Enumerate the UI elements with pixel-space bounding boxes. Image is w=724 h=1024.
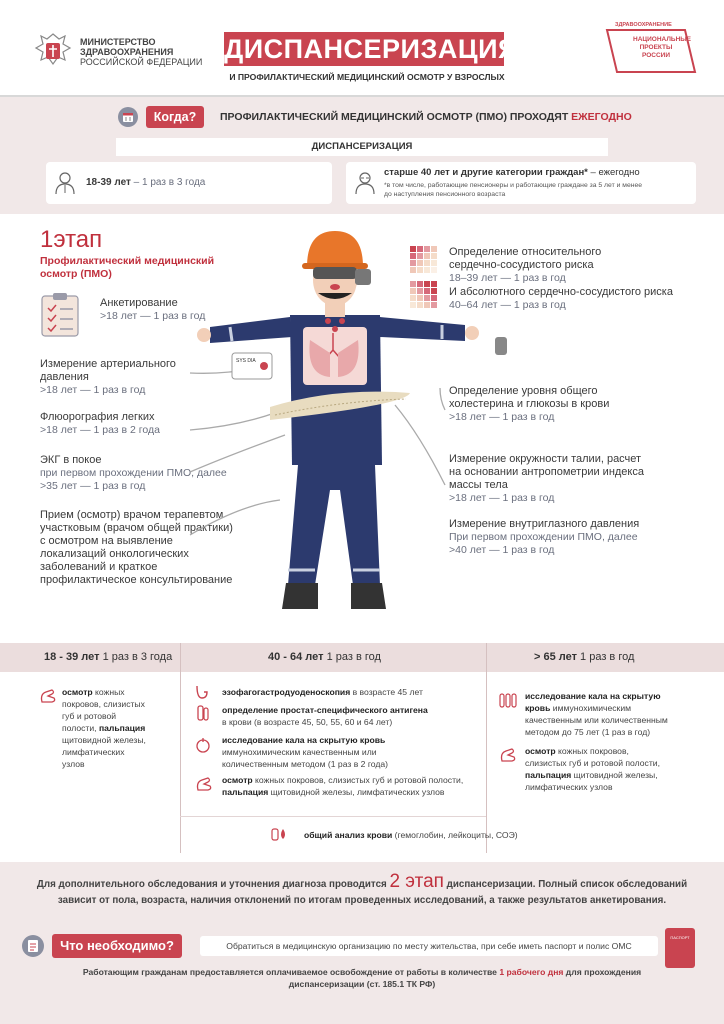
cholesterol-item: Определение уровня общего холестерина и глюкозы в крови >18 лет — 1 раз в год: [449, 385, 610, 423]
endoscope-icon: [194, 684, 210, 700]
header: [0, 0, 724, 96]
ministry-name: МИНИСТЕРСТВО ЗДРАВООХРАНЕНИЯ РОССИЙСКОЙ ФЕДЕРАЦИИ: [80, 37, 203, 67]
relative-risk-item: Определение относительного сердечно-сосудистого риска 18–39 лет — 1 раз в год: [449, 246, 602, 284]
stage1-title: 1этап: [40, 226, 103, 253]
col-18-39-header: 18 - 39 лет 1 раз в 3 года: [44, 651, 173, 663]
passport-icon: ПАСПОРТ: [665, 928, 695, 968]
document-icon: [22, 935, 44, 957]
col2-fecal-test: исследование кала на скрытую кровь иммунохимическим качественным или количественным методом (1 раз в 2 года): [222, 735, 389, 769]
blood-drop-icon: [270, 826, 288, 842]
young-person-icon: [54, 171, 76, 195]
page-title: ДИСПАНСЕРИЗАЦИЯ: [224, 34, 518, 64]
palpation-icon: [38, 686, 58, 706]
fluorography-item: Флюорография легких >18 лет — 1 раз в 2 года: [40, 411, 160, 436]
survey-item: Анкетирование >18 лет — 1 раз в год: [100, 297, 206, 322]
what-needed-label: Что необходимо?: [52, 934, 182, 958]
lab-sample-icon: [194, 736, 212, 754]
worker-figure: [170, 225, 520, 615]
pmo-title: Профилактический медицинский осмотр (ПМО): [40, 255, 215, 280]
absolute-risk-item: И абсолютного сердечно-сосудистого риска 40–64 лет — 1 раз в год: [449, 286, 673, 311]
elder-person-icon: [354, 171, 376, 195]
test-tubes-icon: [498, 690, 518, 710]
test-tube-icon: [194, 704, 210, 722]
col2-egds: эзофагогастродуоденоскопия в возрасте 45 лет: [222, 687, 423, 697]
palpation-icon-2: [194, 774, 214, 794]
col2-blood-test: общий анализ крови (гемоглобин, лейкоциты, СОЭ): [304, 830, 518, 840]
clipboard-icon: [40, 292, 80, 338]
table-divider-1: [180, 643, 181, 853]
stage2-text: Для дополнительного обследования и уточнения диагноза проводится 2 этап диспансеризации. Полный список обследований зависит от пола, возраста, наличия отклонений по итогам проведенных исследований, а также результатов анкетирования.: [36, 871, 688, 906]
when-text: ПРОФИЛАКТИЧЕСКИЙ МЕДИЦИНСКИЙ ОСМОТР (ПМО) ПРОХОДЯТ ЕЖЕГОДНО: [220, 111, 632, 123]
page-subtitle: И ПРОФИЛАКТИЧЕСКИЙ МЕДИЦИНСКИЙ ОСМОТР У ВЗРОСЛЫХ: [229, 72, 505, 82]
bp-device-display: SYS DIA: [236, 358, 256, 364]
col-40-64-header: 40 - 64 лет 1 раз в год: [268, 651, 381, 663]
what-needed-text: Обратиться в медицинскую организацию по месту жительства, при себе иметь паспорт и полис ОМС: [200, 936, 658, 956]
col2-exam: осмотр кожных покровов, слизистых губ и ротовой полости, пальпация щитовидной железы, лимфатических узлов: [222, 775, 464, 797]
ecg-item: ЭКГ в покое при первом прохождении ПМО, далее >35 лет — 1 раз в год: [40, 454, 227, 492]
therapist-exam-item: Прием (осмотр) врачом терапевтом участковым (врачом общей практики) с осмотром на выявление локализаций онкологических заболеваний и краткое профилактическое консультирование: [40, 509, 233, 586]
waist-item: Измерение окружности талии, расчет на основании антропометрии индекса массы тела >18 лет — 1 раз в год: [449, 453, 644, 504]
age-40-plus-card: [346, 162, 696, 204]
emblem-icon: [32, 30, 74, 70]
col3-fecal-test: исследование кала на скрытую кровь иммунохимическим качественным или количественным методом до 75 лет (1 раз в год): [525, 691, 668, 737]
age-18-39-card: [46, 162, 332, 204]
blood-pressure-item: Измерение артериального давления >18 лет — 1 раз в год: [40, 358, 176, 396]
col1-exam-text: осмотр кожных покровов, слизистых губ и ротовой полости, пальпация щитовидной железы, лимфатических узлов: [62, 687, 146, 769]
age-40-plus-text: старше 40 лет и другие категории граждан* – ежегодно: [384, 167, 640, 178]
dispensary-bar: ДИСПАНСЕРИЗАЦИЯ: [116, 138, 608, 156]
age-18-39-text: 18-39 лет – 1 раз в 3 года: [86, 177, 206, 188]
when-label: Когда?: [146, 106, 204, 128]
palpation-icon-3: [498, 745, 518, 765]
calendar-icon: [118, 107, 138, 127]
col-65-header: > 65 лет 1 раз в год: [534, 651, 635, 663]
national-projects-logo: ЗДРАВООХРАНЕНИЕ НАЦИОНАЛЬНЫЕ ПРОЕКТЫ РОССИИ: [605, 22, 697, 74]
col3-exam: осмотр кожных покровов, слизистых губ и ротовой полости, пальпация щитовидной железы, лимфатических узлов: [525, 746, 660, 792]
eye-pressure-item: Измерение внутриглазного давления При первом прохождении ПМО, далее >40 лет — 1 раз в год: [449, 518, 640, 556]
work-leave-text: Работающим гражданам предоставляется оплачиваемое освобождение от работы в количестве 1 рабочего дня для прохождения диспансеризации (ст. 185.1 ТК РФ): [82, 967, 642, 989]
table-divider-2: [486, 643, 487, 853]
age-40-plus-note: *в том числе, работающие пенсионеры и работающие граждане за 5 лет и менее до наступления пенсионного возраста: [384, 182, 643, 198]
col2-psa: определение простат-специфического антигена в крови (в возрасте 45, 50, 55, 60 и 64 лет): [222, 705, 428, 727]
blood-test-divider: [180, 816, 486, 817]
